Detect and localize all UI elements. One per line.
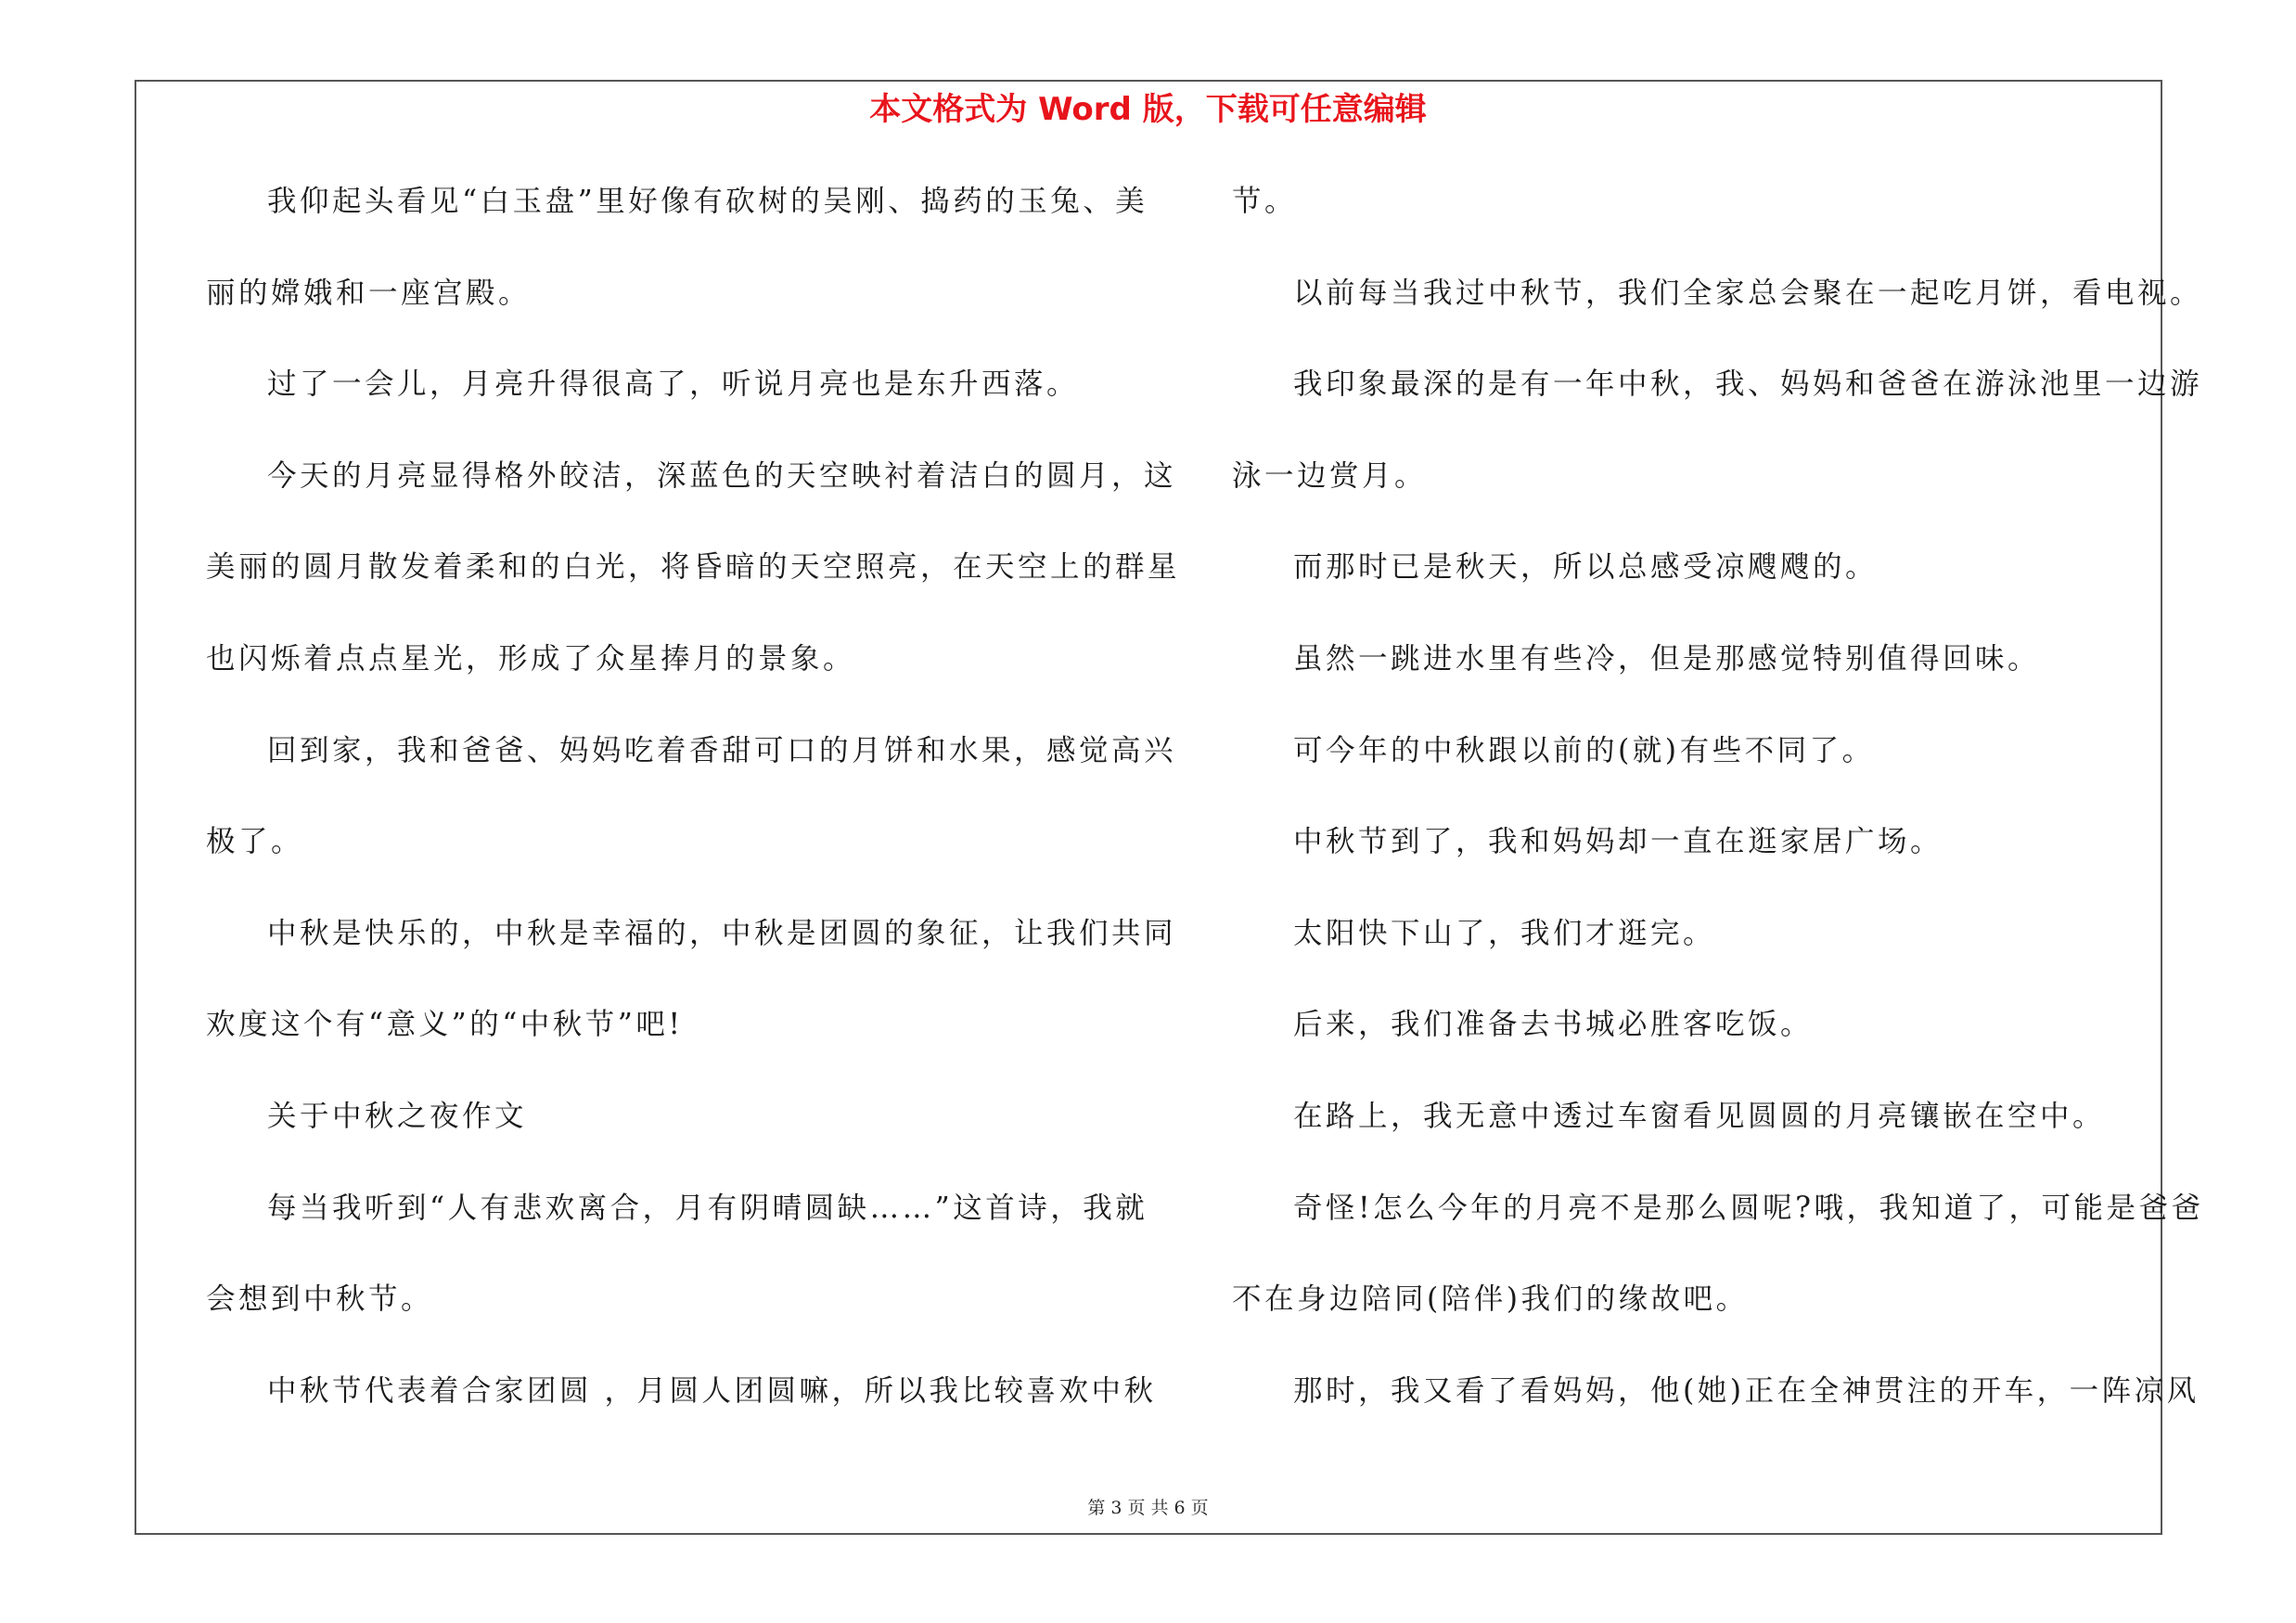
text-line: 虽然一跳进水里有些冷，但是那感觉特别值得回味。 — [1293, 642, 2041, 676]
text-line: 美丽的圆月散发着柔和的白光，将昏暗的天空照亮，在天空上的群星 — [206, 550, 1181, 585]
text-line: 节。 — [1232, 185, 1298, 218]
text-line: 我仰起头看见“白玉盘”里好像有砍树的吴刚、捣药的玉兔、美 — [267, 185, 1148, 218]
text-line: 我印象最深的是有一年中秋，我、妈妈和爸爸在游泳池里一边游 — [1293, 367, 2203, 402]
text-line: 极了。 — [206, 825, 304, 859]
text-line: 回到家，我和爸爸、妈妈吃着香甜可口的月饼和水果，感觉高兴 — [267, 733, 1177, 767]
text-line: 也闪烁着点点星光，形成了众星捧月的景象。 — [206, 642, 856, 676]
text-line: 不在身边陪同(陪伴)我们的缘故吧。 — [1232, 1282, 1749, 1317]
text-line: 欢度这个有“意义”的“中秋节”吧! — [206, 1008, 684, 1042]
page-number-footer: 第 3 页 共 6 页 — [1087, 1498, 1209, 1518]
text-line: 会想到中秋节。 — [206, 1282, 434, 1317]
text-line: 中秋是快乐的，中秋是幸福的，中秋是团圆的象征，让我们共同 — [267, 916, 1177, 950]
text-line: 中秋节代表着合家团圆 ，月圆人团圆嘛，所以我比较喜欢中秋 — [267, 1373, 1157, 1408]
text-line: 可今年的中秋跟以前的(就)有些不同了。 — [1293, 733, 1875, 767]
text-line: 太阳快下山了，我们才逛完。 — [1293, 916, 1716, 950]
text-line: 奇怪!怎么今年的月亮不是那么圆呢?哦，我知道了，可能是爸爸 — [1293, 1191, 2204, 1225]
text-line: 丽的嫦娥和一座宫殿。 — [206, 276, 532, 310]
text-line: 关于中秋之夜作文 — [267, 1100, 528, 1133]
text-line: 今天的月亮显得格外皎洁，深蓝色的天空映衬着洁白的圆月，这 — [267, 458, 1177, 493]
text-line: 而那时已是秋天，所以总感受凉飕飕的。 — [1293, 550, 1879, 585]
format-banner: 本文格式为 Word 版，下载可任意编辑 — [869, 91, 1427, 128]
text-line: 中秋节到了，我和妈妈却一直在逛家居广场。 — [1293, 825, 1943, 859]
text-line: 过了一会儿，月亮升得很高了，听说月亮也是东升西落。 — [267, 367, 1080, 402]
text-line: 那时，我又看了看妈妈，他(她)正在全神贯注的开车，一阵凉风 — [1293, 1373, 2200, 1408]
text-line: 后来，我们准备去书城必胜客吃饭。 — [1293, 1008, 1814, 1042]
text-line: 每当我听到“人有悲欢离合，月有阴晴圆缺……”这首诗，我就 — [267, 1191, 1148, 1225]
text-line: 在路上，我无意中透过车窗看见圆圆的月亮镶嵌在空中。 — [1293, 1100, 2106, 1133]
text-line: 以前每当我过中秋节，我们全家总会聚在一起吃月饼，看电视。 — [1293, 276, 2203, 310]
text-line: 泳一边赏月。 — [1232, 458, 1428, 493]
